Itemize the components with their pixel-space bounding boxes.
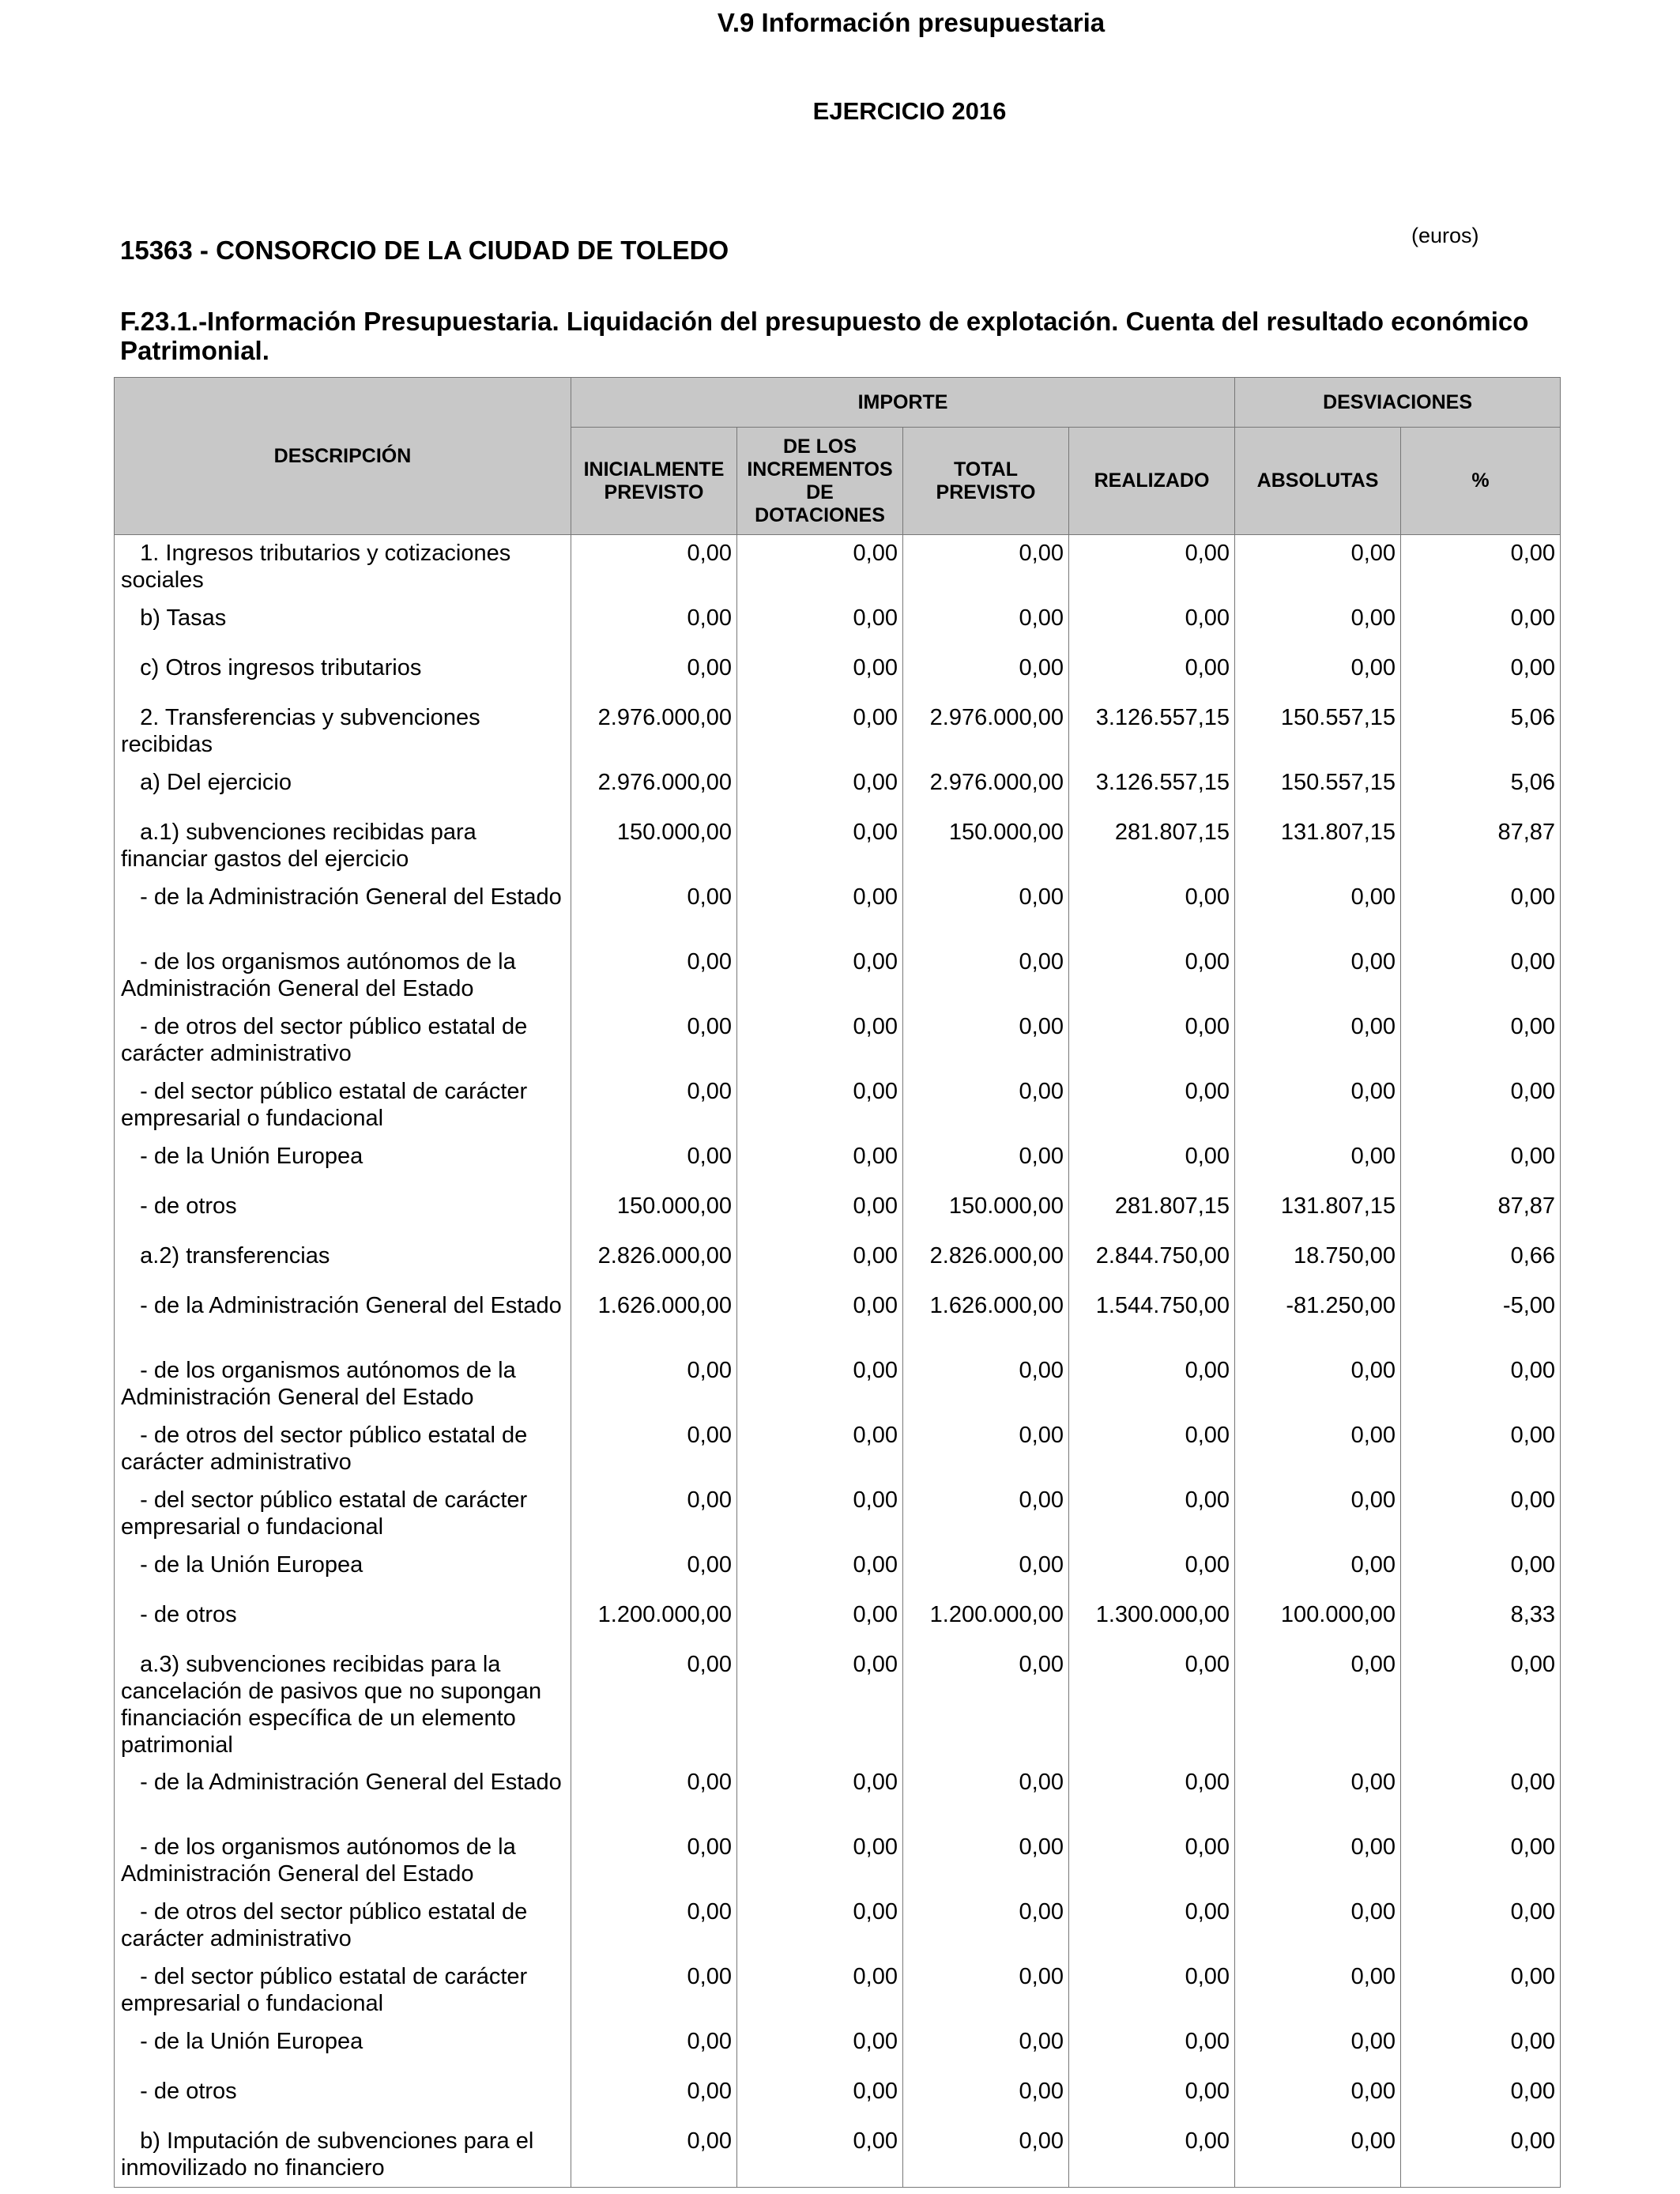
cell-total: 2.826.000,00 [903,1238,1069,1287]
row-description-text: b) Imputación de subvenciones para el inmovilizado no financiero [121,2128,534,2181]
cell-incrementos: 0,00 [737,2123,903,2188]
cell-incrementos: 0,00 [737,2073,903,2123]
row-description-text: a.2) transferencias [140,1242,330,1269]
cell-total: 0,00 [903,944,1069,1008]
cell-pct: 0,00 [1401,1958,1561,2023]
row-description [115,600,571,650]
row-description-text: - de la Unión Europea [140,1551,363,1578]
cell-absolutas: 131.807,15 [1235,1188,1401,1238]
table-row [115,1596,1561,1646]
cell-pct: 0,00 [1401,1829,1561,1894]
cell-realizado: 0,00 [1069,2023,1235,2073]
row-description-text: - del sector público estatal de carácter empresarial o fundacional [121,1963,528,2016]
cell-incrementos: 0,00 [737,1547,903,1596]
cell-total: 0,00 [903,1482,1069,1547]
cell-absolutas: 0,00 [1235,1073,1401,1138]
row-description-text: - de la Unión Europea [140,2028,363,2054]
cell-incrementos: 0,00 [737,1073,903,1138]
cell-absolutas: 0,00 [1235,1352,1401,1417]
cell-inicial: 0,00 [571,1894,737,1958]
row-description-text: - de la Administración General del Estado [140,884,562,910]
cell-total: 0,00 [903,1958,1069,2023]
table-row [115,764,1561,814]
cell-absolutas: 0,00 [1235,1829,1401,1894]
cell-inicial: 0,00 [571,879,737,944]
cell-realizado: 0,00 [1069,1958,1235,2023]
cell-incrementos: 0,00 [737,1958,903,2023]
cell-absolutas: 0,00 [1235,1958,1401,2023]
cell-pct: 0,00 [1401,1138,1561,1188]
cell-realizado: 1.544.750,00 [1069,1287,1235,1352]
table-row [115,1482,1561,1547]
table-row [115,1894,1561,1958]
row-description-text: c) Otros ingresos tributarios [140,654,422,680]
cell-total: 1.626.000,00 [903,1287,1069,1352]
row-description-text: - de otros del sector público estatal de carácter administrativo [121,1422,528,1475]
cell-absolutas: 0,00 [1235,1764,1401,1829]
cell-inicial: 0,00 [571,535,737,600]
cell-realizado: 0,00 [1069,1829,1235,1894]
row-description [115,1287,571,1352]
row-description [115,699,571,764]
row-description [115,1188,571,1238]
cell-total: 150.000,00 [903,814,1069,879]
row-description-text: - de los organismos autónomos de la Administración General del Estado [121,1834,516,1887]
row-description [115,535,571,600]
cell-realizado: 0,00 [1069,1073,1235,1138]
cell-absolutas: 0,00 [1235,535,1401,600]
cell-pct: 0,00 [1401,2123,1561,2188]
cell-total: 2.976.000,00 [903,699,1069,764]
table-row [115,1764,1561,1829]
cell-inicial: 0,00 [571,1482,737,1547]
row-description-text: - de la Administración General del Estado [140,1292,562,1318]
cell-pct: -5,00 [1401,1287,1561,1352]
cell-pct: 0,66 [1401,1238,1561,1287]
cell-inicial: 0,00 [571,2073,737,2123]
row-description [115,2073,571,2123]
col-header-descripcion: DESCRIPCIÓN [115,378,571,535]
row-description [115,1646,571,1764]
cell-inicial: 2.976.000,00 [571,764,737,814]
table-row [115,879,1561,944]
cell-absolutas: 0,00 [1235,1646,1401,1764]
cell-incrementos: 0,00 [737,600,903,650]
table-row [115,814,1561,879]
cell-inicial: 2.976.000,00 [571,699,737,764]
cell-realizado: 0,00 [1069,1547,1235,1596]
row-description-text: - de otros del sector público estatal de carácter administrativo [121,1013,528,1066]
cell-pct: 0,00 [1401,879,1561,944]
col-header-total: TOTAL PREVISTO [903,428,1069,535]
cell-absolutas: 0,00 [1235,1008,1401,1073]
cell-absolutas: 0,00 [1235,1547,1401,1596]
cell-pct: 0,00 [1401,1547,1561,1596]
cell-incrementos: 0,00 [737,1238,903,1287]
row-description-text: - del sector público estatal de carácter empresarial o fundacional [121,1078,528,1131]
cell-pct: 0,00 [1401,1008,1561,1073]
cell-absolutas: 150.557,15 [1235,764,1401,814]
cell-pct: 0,00 [1401,2073,1561,2123]
row-description-text: - del sector público estatal de carácter empresarial o fundacional [121,1487,528,1540]
cell-inicial: 0,00 [571,1008,737,1073]
cell-pct: 0,00 [1401,1482,1561,1547]
row-description [115,764,571,814]
row-description [115,1008,571,1073]
cell-total: 0,00 [903,1894,1069,1958]
cell-absolutas: 0,00 [1235,1417,1401,1482]
cell-pct: 0,00 [1401,600,1561,650]
cell-inicial: 0,00 [571,1958,737,2023]
table-row [115,600,1561,650]
table-row [115,1352,1561,1417]
cell-pct: 0,00 [1401,2023,1561,2073]
row-description [115,1073,571,1138]
table-row [115,2023,1561,2073]
row-description [115,1596,571,1646]
cell-absolutas: 0,00 [1235,2123,1401,2188]
cell-total: 0,00 [903,2023,1069,2073]
cell-total: 0,00 [903,650,1069,699]
row-description-text: a) Del ejercicio [140,769,292,795]
cell-inicial: 0,00 [571,1352,737,1417]
cell-total: 0,00 [903,879,1069,944]
cell-incrementos: 0,00 [737,1188,903,1238]
table-row [115,1547,1561,1596]
table-row [115,1238,1561,1287]
cell-realizado: 3.126.557,15 [1069,764,1235,814]
row-description [115,1238,571,1287]
col-header-inicial: INICIALMENTE PREVISTO [571,428,737,535]
cell-absolutas: 0,00 [1235,1894,1401,1958]
cell-inicial: 0,00 [571,2023,737,2073]
cell-inicial: 0,00 [571,1646,737,1764]
cell-realizado: 0,00 [1069,879,1235,944]
cell-incrementos: 0,00 [737,535,903,600]
cell-pct: 87,87 [1401,814,1561,879]
cell-realizado: 0,00 [1069,1417,1235,1482]
cell-realizado: 0,00 [1069,1764,1235,1829]
cell-total: 1.200.000,00 [903,1596,1069,1646]
cell-pct: 0,00 [1401,1417,1561,1482]
col-header-realizado: REALIZADO [1069,428,1235,535]
cell-incrementos: 0,00 [737,1482,903,1547]
cell-inicial: 1.200.000,00 [571,1596,737,1646]
table-row [115,1073,1561,1138]
cell-incrementos: 0,00 [737,650,903,699]
table-row [115,1138,1561,1188]
row-description [115,1829,571,1894]
cell-realizado: 1.300.000,00 [1069,1596,1235,1646]
cell-absolutas: 150.557,15 [1235,699,1401,764]
table-row [115,535,1561,600]
form-title: F.23.1.-Información Presupuestaria. Liquidación del presupuesto de explotación. Cuenta del resultado económico Patrimonial. [120,307,1529,365]
cell-incrementos: 0,00 [737,764,903,814]
cell-total: 0,00 [903,1829,1069,1894]
row-description [115,814,571,879]
exercise-year: EJERCICIO 2016 [812,97,1007,125]
cell-incrementos: 0,00 [737,1829,903,1894]
cell-inicial: 150.000,00 [571,1188,737,1238]
row-description [115,1764,571,1829]
cell-absolutas: -81.250,00 [1235,1287,1401,1352]
cell-incrementos: 0,00 [737,1417,903,1482]
cell-realizado: 0,00 [1069,600,1235,650]
cell-inicial: 0,00 [571,1138,737,1188]
cell-realizado: 2.844.750,00 [1069,1238,1235,1287]
units-label: (euros) [1411,224,1479,247]
cell-realizado: 0,00 [1069,1138,1235,1188]
cell-realizado: 0,00 [1069,650,1235,699]
cell-incrementos: 0,00 [737,1894,903,1958]
entity-name: 15363 - CONSORCIO DE LA CIUDAD DE TOLEDO [120,236,729,265]
cell-inicial: 0,00 [571,650,737,699]
cell-realizado: 0,00 [1069,1008,1235,1073]
cell-total: 0,00 [903,1008,1069,1073]
cell-inicial: 0,00 [571,944,737,1008]
row-description-text: a.3) subvenciones recibidas para la cancelación de pasivos que no supongan financiación específica de un elemento patrimonial [121,1651,542,1758]
cell-total: 0,00 [903,2123,1069,2188]
cell-total: 2.976.000,00 [903,764,1069,814]
cell-realizado: 0,00 [1069,1646,1235,1764]
col-header-pct: % [1401,428,1561,535]
cell-total: 0,00 [903,1417,1069,1482]
cell-pct: 0,00 [1401,1646,1561,1764]
row-description-text: a.1) subvenciones recibidas para financiar gastos del ejercicio [121,819,477,872]
row-description [115,1352,571,1417]
row-description-text: - de otros [140,1193,237,1219]
row-description-text: - de los organismos autónomos de la Administración General del Estado [121,948,516,1001]
cell-pct: 87,87 [1401,1188,1561,1238]
row-description [115,1958,571,2023]
table-row [115,2123,1561,2188]
row-description-text: - de otros del sector público estatal de carácter administrativo [121,1898,528,1951]
cell-pct: 0,00 [1401,1073,1561,1138]
col-group-importe: IMPORTE [571,378,1235,428]
col-group-desviaciones: DESVIACIONES [1235,378,1561,428]
cell-total: 0,00 [903,1352,1069,1417]
cell-absolutas: 0,00 [1235,1138,1401,1188]
cell-incrementos: 0,00 [737,814,903,879]
cell-pct: 0,00 [1401,1352,1561,1417]
cell-incrementos: 0,00 [737,1646,903,1764]
cell-realizado: 0,00 [1069,1352,1235,1417]
row-description [115,1138,571,1188]
cell-inicial: 0,00 [571,1547,737,1596]
row-description [115,1547,571,1596]
section-title: V.9 Información presupuestaria [717,8,1106,37]
cell-realizado: 0,00 [1069,944,1235,1008]
cell-pct: 5,06 [1401,764,1561,814]
cell-incrementos: 0,00 [737,2023,903,2073]
cell-realizado: 0,00 [1069,2073,1235,2123]
row-description [115,650,571,699]
table-row [115,1188,1561,1238]
cell-total: 0,00 [903,600,1069,650]
cell-incrementos: 0,00 [737,944,903,1008]
cell-incrementos: 0,00 [737,879,903,944]
cell-absolutas: 18.750,00 [1235,1238,1401,1287]
row-description [115,1417,571,1482]
cell-pct: 0,00 [1401,1894,1561,1958]
cell-total: 0,00 [903,1646,1069,1764]
row-description-text: - de los organismos autónomos de la Administración General del Estado [121,1357,516,1410]
table-row [115,1287,1561,1352]
cell-pct: 0,00 [1401,1764,1561,1829]
cell-total: 0,00 [903,2073,1069,2123]
row-description-text: 2. Transferencias y subvenciones recibidas [121,704,480,757]
cell-incrementos: 0,00 [737,1008,903,1073]
table-row [115,699,1561,764]
cell-realizado: 0,00 [1069,1894,1235,1958]
cell-realizado: 0,00 [1069,535,1235,600]
budget-table [114,377,1561,2188]
cell-incrementos: 0,00 [737,1352,903,1417]
cell-pct: 5,06 [1401,699,1561,764]
cell-incrementos: 0,00 [737,1596,903,1646]
cell-realizado: 0,00 [1069,1482,1235,1547]
row-description-text: - de la Administración General del Estado [140,1769,562,1795]
cell-incrementos: 0,00 [737,699,903,764]
table-row [115,650,1561,699]
cell-absolutas: 0,00 [1235,2023,1401,2073]
table-row [115,1829,1561,1894]
cell-inicial: 2.826.000,00 [571,1238,737,1287]
col-header-absolutas: ABSOLUTAS [1235,428,1401,535]
row-description [115,2023,571,2073]
table-row [115,1008,1561,1073]
cell-inicial: 0,00 [571,1417,737,1482]
cell-realizado: 281.807,15 [1069,814,1235,879]
col-header-incrementos: DE LOS INCREMENTOS DE DOTACIONES [737,428,903,535]
cell-total: 0,00 [903,1073,1069,1138]
cell-absolutas: 0,00 [1235,650,1401,699]
row-description [115,944,571,1008]
cell-total: 0,00 [903,1764,1069,1829]
table-row [115,1417,1561,1482]
row-description-text: - de otros [140,1601,237,1627]
cell-total: 0,00 [903,1138,1069,1188]
row-description-text: - de la Unión Europea [140,1143,363,1169]
row-description [115,879,571,944]
cell-pct: 8,33 [1401,1596,1561,1646]
table-row [115,944,1561,1008]
cell-absolutas: 0,00 [1235,2073,1401,2123]
cell-total: 0,00 [903,1547,1069,1596]
cell-inicial: 0,00 [571,1764,737,1829]
cell-absolutas: 0,00 [1235,879,1401,944]
row-description [115,2123,571,2188]
row-description-text: - de otros [140,2078,237,2104]
table-row [115,1958,1561,2023]
cell-inicial: 0,00 [571,2123,737,2188]
cell-absolutas: 0,00 [1235,944,1401,1008]
cell-inicial: 150.000,00 [571,814,737,879]
row-description-text: 1. Ingresos tributarios y cotizaciones sociales [121,541,511,593]
table-row [115,1646,1561,1764]
row-description [115,1482,571,1547]
row-description-text: b) Tasas [140,605,227,631]
cell-incrementos: 0,00 [737,1138,903,1188]
cell-pct: 0,00 [1401,535,1561,600]
cell-total: 150.000,00 [903,1188,1069,1238]
row-description [115,1894,571,1958]
cell-absolutas: 100.000,00 [1235,1596,1401,1646]
cell-pct: 0,00 [1401,944,1561,1008]
cell-absolutas: 0,00 [1235,1482,1401,1547]
cell-realizado: 281.807,15 [1069,1188,1235,1238]
cell-inicial: 0,00 [571,1073,737,1138]
cell-realizado: 3.126.557,15 [1069,699,1235,764]
cell-inicial: 0,00 [571,1829,737,1894]
cell-pct: 0,00 [1401,650,1561,699]
cell-inicial: 1.626.000,00 [571,1287,737,1352]
table-row [115,2073,1561,2123]
cell-realizado: 0,00 [1069,2123,1235,2188]
cell-incrementos: 0,00 [737,1287,903,1352]
cell-absolutas: 131.807,15 [1235,814,1401,879]
cell-inicial: 0,00 [571,600,737,650]
cell-absolutas: 0,00 [1235,600,1401,650]
cell-incrementos: 0,00 [737,1764,903,1829]
cell-total: 0,00 [903,535,1069,600]
